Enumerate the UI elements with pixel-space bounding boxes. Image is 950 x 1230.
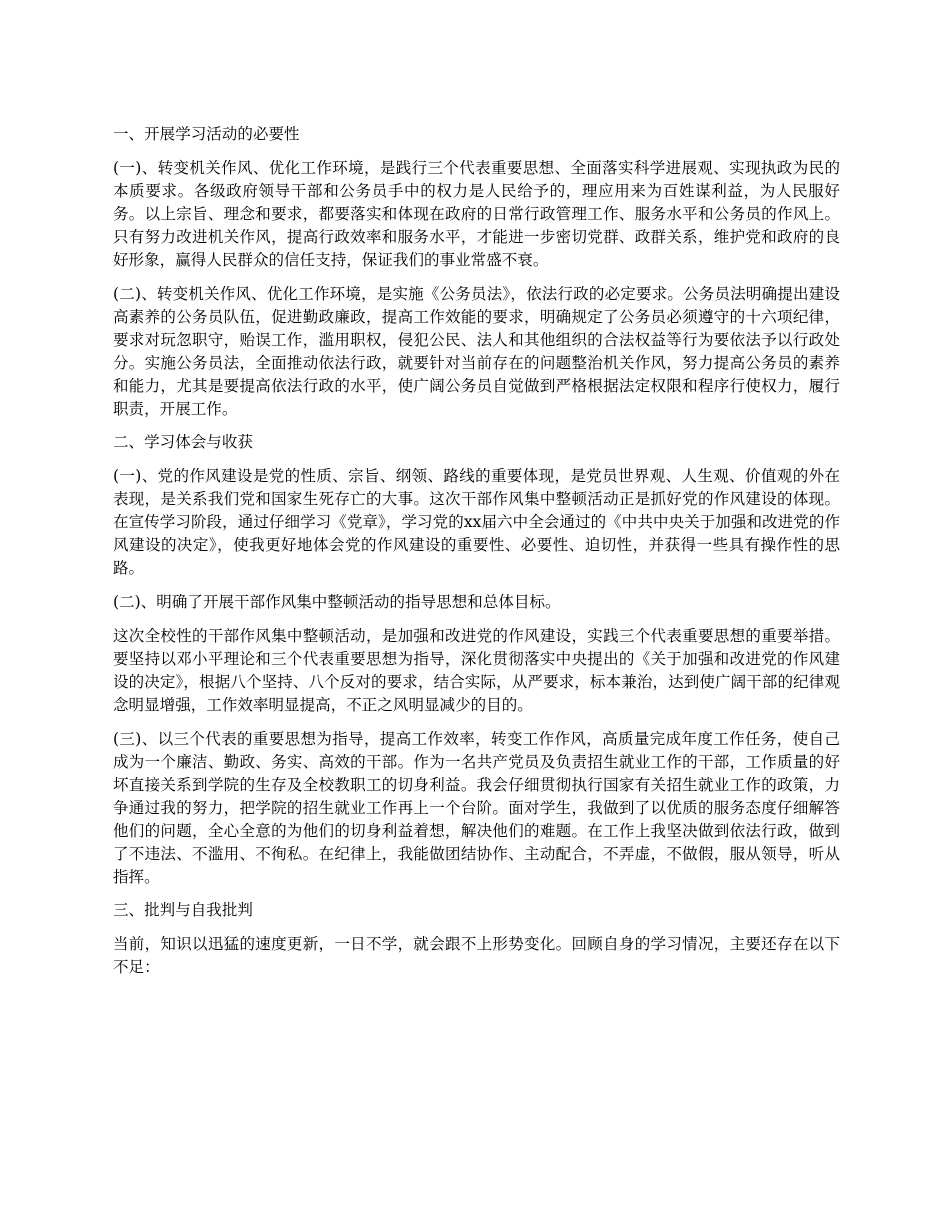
paragraph: 当前，知识以迅猛的速度更新，一日不学，就会跟不上形势变化。回顾自身的学习情况，主要还存在以下不足：	[113, 935, 840, 976]
section-criticism	[113, 899, 840, 979]
paragraph: (三)、以三个代表的重要思想为指导，提高工作效率，转变工作作风，高质量完成年度工作任务，使自己成为一个廉洁、勤政、务实、高效的干部。作为一名共产党员及负责招生就业工作的干部，工作质量的好坏直接关系到学院的生存及全校教职工的切身利益。我会仔细贯彻执行国家有关招生就业工作的政策，力争通过我的努力，把学院的招生就业工作再上一个台阶。面对学生，我做到了以优质的服务态度仔细解答他们的问题，全心全意的为他们的切身利益着想，解决他们的难题。在工作上我坚决做到依法行政，做到了不违法、不滥用、不徇私。在纪律上，我能做团结协作、主动配合，不弄虚，不做假，服从领导，听从指挥。	[113, 730, 840, 886]
section-heading: 三、批判与自我批判	[113, 901, 253, 919]
paragraph: (二)、转变机关作风、优化工作环境，是实施《公务员法》，依法行政的必定要求。公务员法明确提出建设高素养的公务员队伍，促进勤政廉政，提高工作效能的要求，明确规定了公务员必须遵守的十六项纪律，要求对玩忽职守，贻误工作，滥用职权，侵犯公民、法人和其他组织的合法权益等行为要依法予以行政处分。实施公务员法，全面推动依法行政，就要针对当前存在的问题整治机关作风，努力提高公务员的素养和能力，尤其是要提高依法行政的水平，使广阔公务员自觉做到严格根据法定权限和程序行使权力，履行职责，开展工作。	[113, 285, 840, 418]
section-heading: 二、学习体会与收获	[113, 433, 253, 451]
paragraph: 这次全校性的干部作风集中整顿活动，是加强和改进党的作风建设，实践三个代表重要思想的重要举措。要坚持以邓小平理论和三个代表重要思想为指导，深化贯彻落实中央提出的《关于加强和改进党的作风建设的决定》，根据八个坚持、八个反对的要求，结合实际，从严要求，标本兼治，达到使广阔干部的纪律观念明显增强，工作效率明显提高，不正之风明显减少的目的。	[113, 627, 840, 714]
section-heading: 一、开展学习活动的必要性	[113, 125, 300, 143]
document-page	[113, 113, 840, 979]
section-necessity	[113, 123, 840, 421]
paragraph: (一)、党的作风建设是党的性质、宗旨、纲领、路线的重要体现，是党员世界观、人生观、价值观的外在表现，是关系我们党和国家生死存亡的大事。这次干部作风集中整顿活动正是抓好党的作风建设的体现。在宣传学习阶段，通过仔细学习《党章》，学习党的xx届六中全会通过的《中共中央关于加强和改进党的作风建设的决定》，使我更好地体会党的作风建设的重要性、必要性、迫切性，并获得一些具有操作性的思路。	[113, 467, 840, 577]
section-experience	[113, 431, 840, 889]
paragraph: (二)、明确了开展干部作风集中整顿活动的指导思想和总体目标。	[113, 593, 561, 611]
paragraph: (一)、转变机关作风、优化工作环境，是践行三个代表重要思想、全面落实科学进展观、实现执政为民的本质要求。各级政府领导干部和公务员手中的权力是人民给予的，理应用来为百姓谋利益，为人民服好务。以上宗旨、理念和要求，都要落实和体现在政府的日常行政管理工作、服务水平和公务员的作风上。只有努力改进机关作风，提高行政效率和服务水平，才能进一步密切党群、政群关系，维护党和政府的良好形象，赢得人民群众的信任支持，保证我们的事业常盛不衰。	[113, 159, 840, 269]
